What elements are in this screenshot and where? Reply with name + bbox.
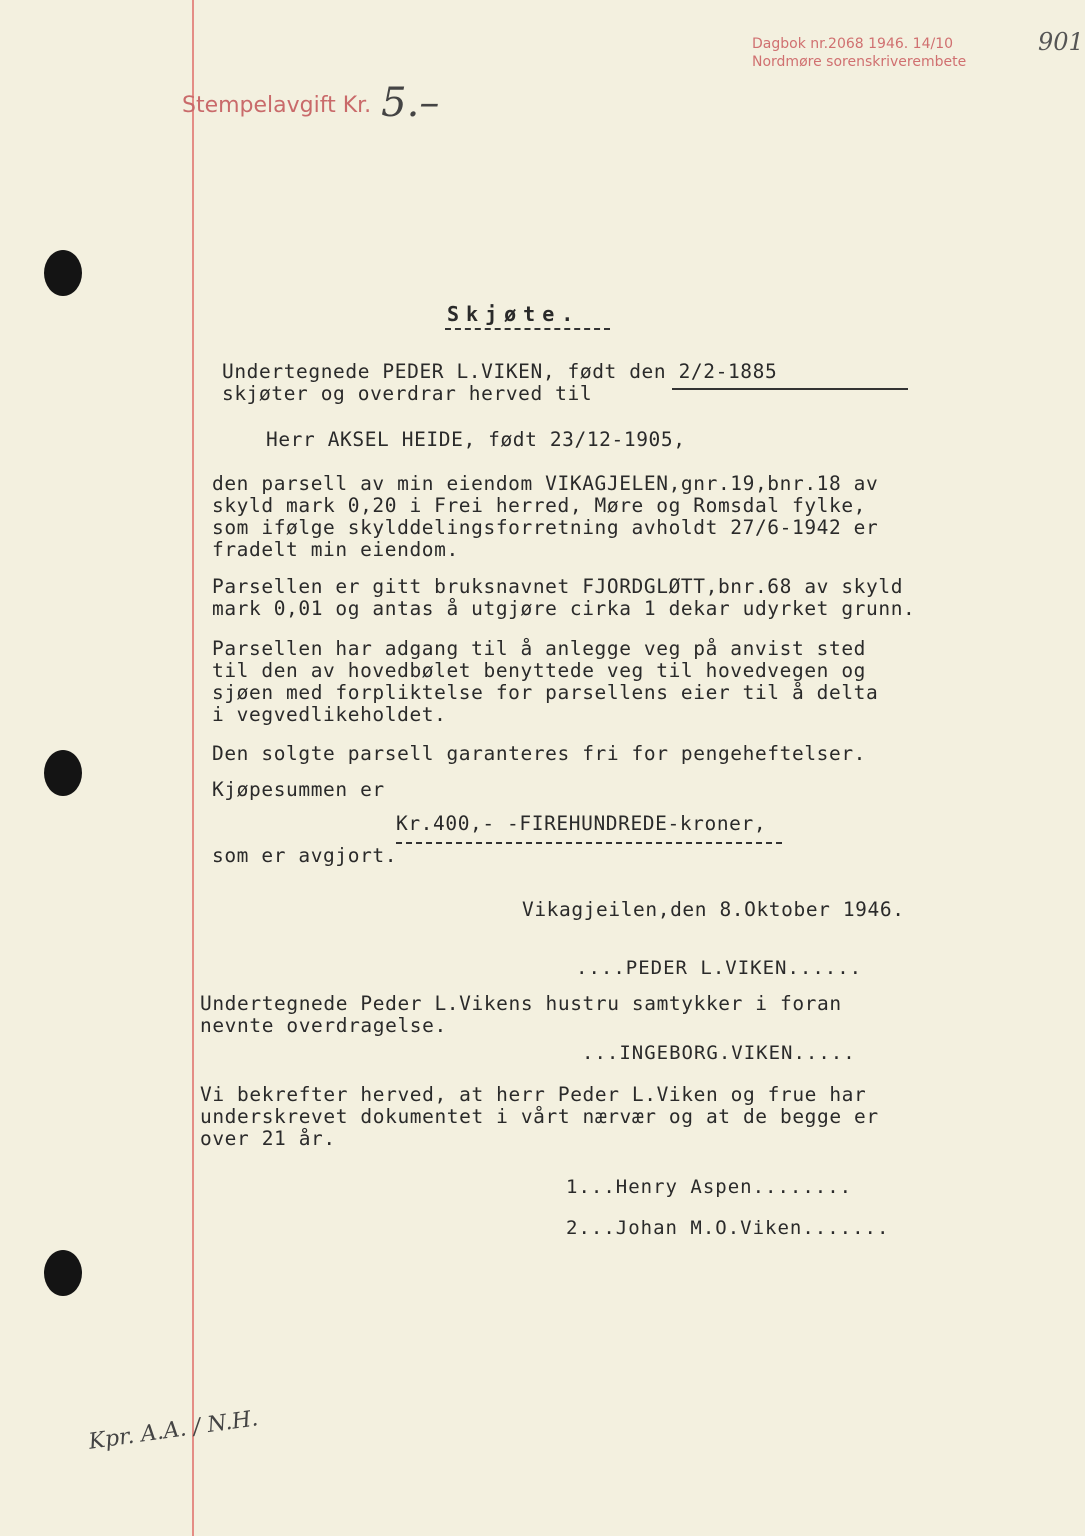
body-line: Kjøpesummen er (212, 778, 385, 801)
margin-rule (192, 0, 194, 1536)
body-line: Parsellen har adgang til å anlegge veg på anvist sted (212, 637, 867, 660)
clerk-initials: Kpr. A.A. / N.H. (87, 1406, 260, 1455)
place-date: Vikagjeilen,den 8.Oktober 1946. (522, 898, 905, 921)
stamp-duty-label (182, 80, 439, 126)
punch-hole-top (44, 250, 82, 296)
document-title: Skjøte. (447, 302, 581, 326)
body-line: Vi bekrefter herved, at herr Peder L.Viken og frue har (200, 1083, 867, 1106)
title-underline (445, 328, 610, 330)
body-line: i vegvedlikeholdet. (212, 703, 447, 726)
page-number: 901 (1038, 28, 1084, 56)
body-line: Undertegnede PEDER L.VIKEN, født den 2/2-1885 (222, 360, 778, 383)
amount-underline (396, 842, 782, 844)
body-line: Undertegnede Peder L.Vikens hustru samtykker i foran (200, 992, 842, 1015)
spouse-signature: ...INGEBORG.VIKEN..... (582, 1042, 856, 1064)
body-line: underskrevet dokumentet i vårt nærvær og at de begge er (200, 1105, 879, 1128)
punch-hole-middle (44, 750, 82, 796)
registry-office: Nordmøre sorenskriverembete (752, 53, 967, 70)
body-line: den parsell av min eiendom VIKAGJELEN,gnr.19,bnr.18 av (212, 472, 879, 495)
registry-stamp (752, 36, 1042, 71)
body-line: som er avgjort. (212, 844, 398, 867)
body-line: mark 0,01 og antas å utgjøre cirka 1 dekar udyrket grunn. (212, 597, 916, 620)
stamp-duty-text: Stempelavgift Kr. (182, 93, 372, 118)
purchase-amount: Kr.400,- -FIREHUNDREDE-kroner, (396, 812, 767, 835)
witness-signature-1: 1...Henry Aspen........ (566, 1176, 853, 1198)
body-line: over 21 år. (200, 1127, 336, 1150)
body-line: skyld mark 0,20 i Frei herred, Møre og Romsdal fylke, (212, 494, 867, 517)
witness-signature-2: 2...Johan M.O.Viken....... (566, 1217, 890, 1239)
stamp-duty-amount: 5.– (381, 80, 440, 126)
body-line: nevnte overdragelse. (200, 1014, 447, 1037)
body-line: Den solgte parsell garanteres fri for pengeheftelser. (212, 742, 867, 765)
body-line: Parsellen er gitt bruksnavnet FJORDGLØTT,bnr.68 av skyld (212, 575, 904, 598)
body-line: Herr AKSEL HEIDE, født 23/12-1905, (266, 428, 686, 451)
date-underline (672, 388, 908, 390)
seller-signature: ....PEDER L.VIKEN...... (576, 957, 863, 979)
journal-number: Dagbok nr.2068 1946. 14/10 (752, 36, 954, 52)
body-line: sjøen med forpliktelse for parsellens eier til å delta (212, 681, 879, 704)
punch-hole-bottom (44, 1250, 82, 1296)
body-line: til den av hovedbølet benyttede veg til hovedvegen og (212, 659, 867, 682)
body-line: fradelt min eiendom. (212, 538, 459, 561)
body-line: som ifølge skylddelingsforretning avholdt 27/6-1942 er (212, 516, 879, 539)
body-line: skjøter og overdrar herved til (222, 382, 593, 405)
